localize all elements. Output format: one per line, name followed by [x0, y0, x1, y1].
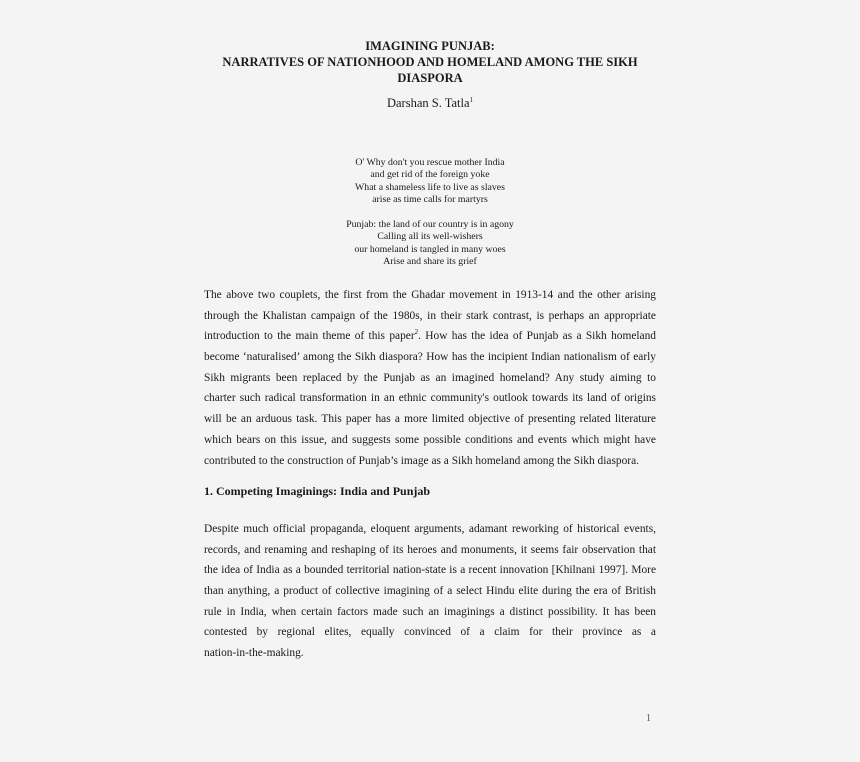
paragraph-line: Sikh migrants been replaced by the Punjab as an imagined homeland? Any study aiming to	[204, 371, 656, 384]
poem-stanza-2	[0, 219, 860, 269]
poem-line: Arise and share its grief	[383, 256, 477, 268]
page-number: 1	[646, 713, 651, 724]
paragraph-line: through the Khalistan campaign of the 1980s, in their stark contrast, is perhaps an appropriate	[204, 309, 656, 322]
poem-line: What a shameless life to live as slaves	[355, 181, 505, 193]
section-heading: 1. Competing Imaginings: India and Punjab	[204, 484, 431, 498]
paragraph-line: charter such radical transformation in an ethnic community's outlook towards its land of origins	[204, 392, 656, 405]
footnote-marker: 2	[414, 328, 419, 337]
paragraph-line: than anything, a product of collective imagining of a select Hindu elite during the era of British	[204, 585, 656, 598]
poem-line: O' Why don't you rescue mother India	[355, 157, 505, 168]
title-line-1: IMAGINING PUNJAB:	[365, 39, 495, 53]
paragraph-line: nation-in-the-making.	[204, 647, 304, 660]
paragraph-intro	[204, 285, 656, 471]
title-line-3: DIASPORA	[397, 71, 463, 85]
poem-line: and get rid of the foreign yoke	[370, 169, 490, 181]
poem-line: Calling all its well-wishers	[377, 231, 483, 243]
paragraph-line-text: introduction to the main theme of this paper	[204, 330, 415, 343]
paragraph-line: the idea of India as a bounded territorial nation-state is a recent innovation [Khilnani 1997]. More	[204, 564, 656, 577]
title-line-2: NARRATIVES OF NATIONHOOD AND HOMELAND AMONG THE SIKH	[222, 55, 638, 69]
poem-stanza-1	[0, 157, 860, 207]
paragraph-line: Despite much official propaganda, eloquent arguments, adamant reworking of historical events,	[204, 523, 656, 535]
paragraph-line: records, and renaming and reshaping of its heroes and monuments, it seems fair observation that	[204, 543, 656, 556]
poem-line: our homeland is tangled in many woes	[354, 243, 506, 255]
author	[0, 96, 860, 111]
paragraph-line: become ‘naturalised’ among the Sikh diaspora? How has the incipient Indian nationalism of early	[204, 351, 656, 364]
paragraph-line: will be an arduous task. This paper has a more limited objective of presenting related literature	[204, 413, 656, 426]
paragraph-line	[204, 326, 656, 347]
paragraph-line: contributed to the construction of Punjab’s image as a Sikh homeland among the Sikh diaspora.	[204, 454, 639, 467]
paragraph-section-1	[204, 519, 656, 664]
poem-line: Punjab: the land of our country is in agony	[346, 219, 514, 230]
paragraph-line: contested by regional elites, equally convinced of a claim for their province as a	[204, 626, 656, 639]
paragraph-line: rule in India, when certain factors made such an imaginings a distinct possibility. It has been	[204, 605, 656, 618]
paragraph-line: The above two couplets, the first from the Ghadar movement in 1913-14 and the other arising	[204, 289, 656, 301]
author-footnote-marker: 1	[469, 95, 474, 104]
paragraph-line-text: . How has the idea of Punjab as a Sikh homeland	[418, 330, 656, 343]
poem-line: arise as time calls for martyrs	[372, 194, 488, 206]
author-name: Darshan S. Tatla	[386, 96, 470, 110]
paragraph-line: which bears on this issue, and suggests some possible conditions and events which might have	[204, 433, 656, 446]
